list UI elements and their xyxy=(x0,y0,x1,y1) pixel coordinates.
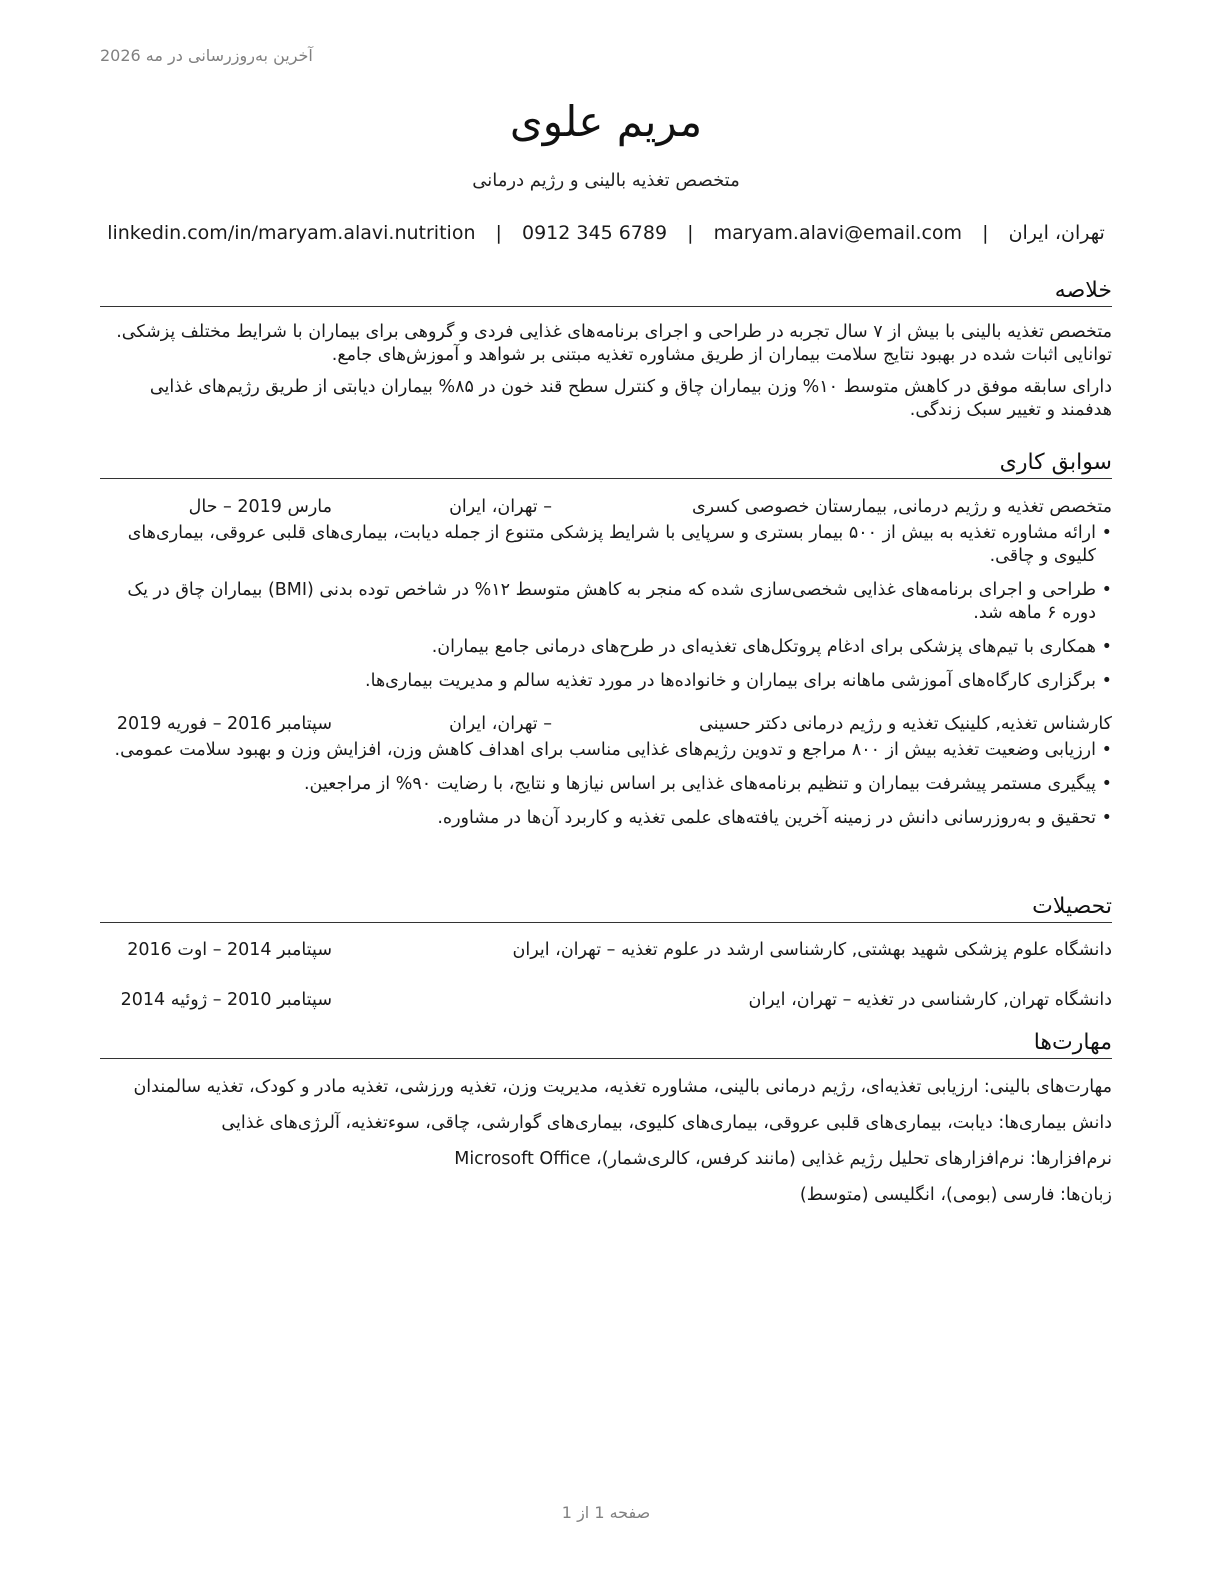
skills-line: نرم‌افزارها: نرم‌افزارهای تحلیل رژیم غذایی (مانند کرفس، کالری‌شمار)، Microsoft Office xyxy=(454,1149,1112,1169)
education-degree: دانشگاه تهران, کارشناسی در تغذیه – تهران، ایران xyxy=(748,990,1112,1010)
job-bullets xyxy=(100,522,1112,693)
contact-location: تهران، ایران xyxy=(1008,222,1105,244)
job-bullet: • طراحی و اجرای برنامه‌های غذایی شخصی‌سازی شده که منجر به کاهش متوسط ۱۲% در شاخص توده بدنی (BMI) بیماران چاق در یک دوره ۶ ماهه شد. xyxy=(100,579,1112,625)
education-entry xyxy=(100,937,1112,963)
skills-section xyxy=(100,1028,1112,1219)
contact-phone[interactable]: 0912 345 6789 xyxy=(522,222,668,244)
job-role: متخصص تغذیه و رژیم درمانی, بیمارستان خصوصی کسری xyxy=(691,497,1112,517)
page-number: صفحه 1 از 1 xyxy=(561,1503,651,1522)
education-degree: دانشگاه علوم پزشکی شهید بهشتی, کارشناسی ارشد در علوم تغذیه – تهران، ایران xyxy=(512,940,1112,960)
last-updated-note: آخرین به‌روزرسانی در مه 2026 xyxy=(100,46,313,65)
section-heading-experience: سوابق کاری xyxy=(100,448,1112,479)
job-header xyxy=(100,711,1112,737)
job-role: کارشناس تغذیه, کلینیک تغذیه و رژیم درمانی دکتر حسینی xyxy=(699,714,1112,734)
education-dates: سپتامبر 2014 – اوت 2016 xyxy=(127,940,332,960)
section-heading-skills: مهارت‌ها xyxy=(100,1028,1112,1059)
job-entry xyxy=(100,494,1112,693)
skills-line: مهارت‌های بالینی: ارزیابی تغذیه‌ای، رژیم درمانی بالینی، مشاوره تغذیه، مدیریت وزن، تغذیه ورزشی، تغذیه مادر و کودک، تغذیه سالمندان xyxy=(133,1077,1112,1097)
job-bullet: • تحقیق و به‌روزرسانی دانش در زمینه آخرین یافته‌های علمی تغذیه و کاربرد آن‌ها در مشاوره. xyxy=(100,807,1112,830)
experience-section xyxy=(100,448,1112,841)
skills-line: دانش بیماری‌ها: دیابت، بیماری‌های قلبی عروقی، بیماری‌های کلیوی، بیماری‌های گوارشی، چاقی، سوءتغذیه، آلرژی‌های غذایی xyxy=(221,1113,1112,1133)
education-section xyxy=(100,892,1112,1013)
contact-separator: | xyxy=(687,222,694,244)
education-dates: سپتامبر 2010 – ژوئیه 2014 xyxy=(120,990,332,1010)
job-bullet: • پیگیری مستمر پیشرفت بیماران و تنظیم برنامه‌های غذایی بر اساس نیازها و نتایج، با رضایت ۹۰% از مراجعین. xyxy=(100,773,1112,796)
section-heading-education: تحصیلات xyxy=(100,892,1112,923)
section-heading-summary: خلاصه xyxy=(100,276,1112,307)
contact-linkedin[interactable]: linkedin.com/in/maryam.alavi.nutrition xyxy=(107,222,476,244)
job-header xyxy=(100,494,1112,520)
job-bullet: • ارائه مشاوره تغذیه به بیش از ۵۰۰ بیمار بستری و سرپایی با شرایط پزشکی متنوع از جمله دیابت، بیماری‌های قلبی عروقی، بیماری‌های کلیوی و چاقی. xyxy=(100,522,1112,568)
job-dates: سپتامبر 2016 – فوریه 2019 xyxy=(116,714,332,734)
job-bullet: • همکاری با تیم‌های پزشکی برای ادغام پروتکل‌های تغذیه‌ای در طرح‌های درمانی جامع بیماران. xyxy=(100,636,1112,659)
summary-paragraph: دارای سابقه موفق در کاهش متوسط ۱۰% وزن بیماران چاق و کنترل سطح قند خون در ۸۵% بیماران دیابتی از طریق رژیم‌های غذایی هدفمند و تغییر سبک زندگی. xyxy=(149,377,1112,420)
summary-paragraph: متخصص تغذیه بالینی با بیش از ۷ سال تجربه در طراحی و اجرای برنامه‌های غذایی فردی و گروهی برای بیماران با شرایط مختلف پزشکی. توانایی اثبات شده در بهبود نتایج سلامت بیماران از طریق مشاوره تغذیه مبتنی بر شواهد و آموزش‌های جامع. xyxy=(116,322,1112,365)
job-bullet: • ارزیابی وضعیت تغذیه بیش از ۸۰۰ مراجع و تدوین رژیم‌های غذایی مناسب برای اهداف کاهش وزن، افزایش وزن و بهبود سلامت عمومی. xyxy=(100,739,1112,762)
job-dates: مارس 2019 – حال xyxy=(188,497,332,517)
resume-page xyxy=(100,0,1112,1584)
contact-separator: | xyxy=(495,222,502,244)
skills-line: زبان‌ها: فارسی (بومی)، انگلیسی (متوسط) xyxy=(799,1185,1112,1205)
job-bullets xyxy=(100,739,1112,830)
job-bullet: • برگزاری کارگاه‌های آموزشی ماهانه برای بیماران و خانواده‌ها در مورد تغذیه سالم و مدیریت بیماری‌ها. xyxy=(100,670,1112,693)
job-location: – تهران، ایران xyxy=(449,497,552,517)
contact-separator: | xyxy=(982,222,989,244)
candidate-title: متخصص تغذیه بالینی و رژیم درمانی xyxy=(472,170,740,191)
contact-line xyxy=(100,222,1112,244)
education-entry xyxy=(100,987,1112,1013)
job-location: – تهران، ایران xyxy=(449,714,552,734)
job-entry xyxy=(100,711,1112,830)
contact-email[interactable]: maryam.alavi@email.com xyxy=(713,222,963,244)
summary-section xyxy=(100,276,1112,422)
candidate-name: مریم علوی xyxy=(509,97,703,146)
